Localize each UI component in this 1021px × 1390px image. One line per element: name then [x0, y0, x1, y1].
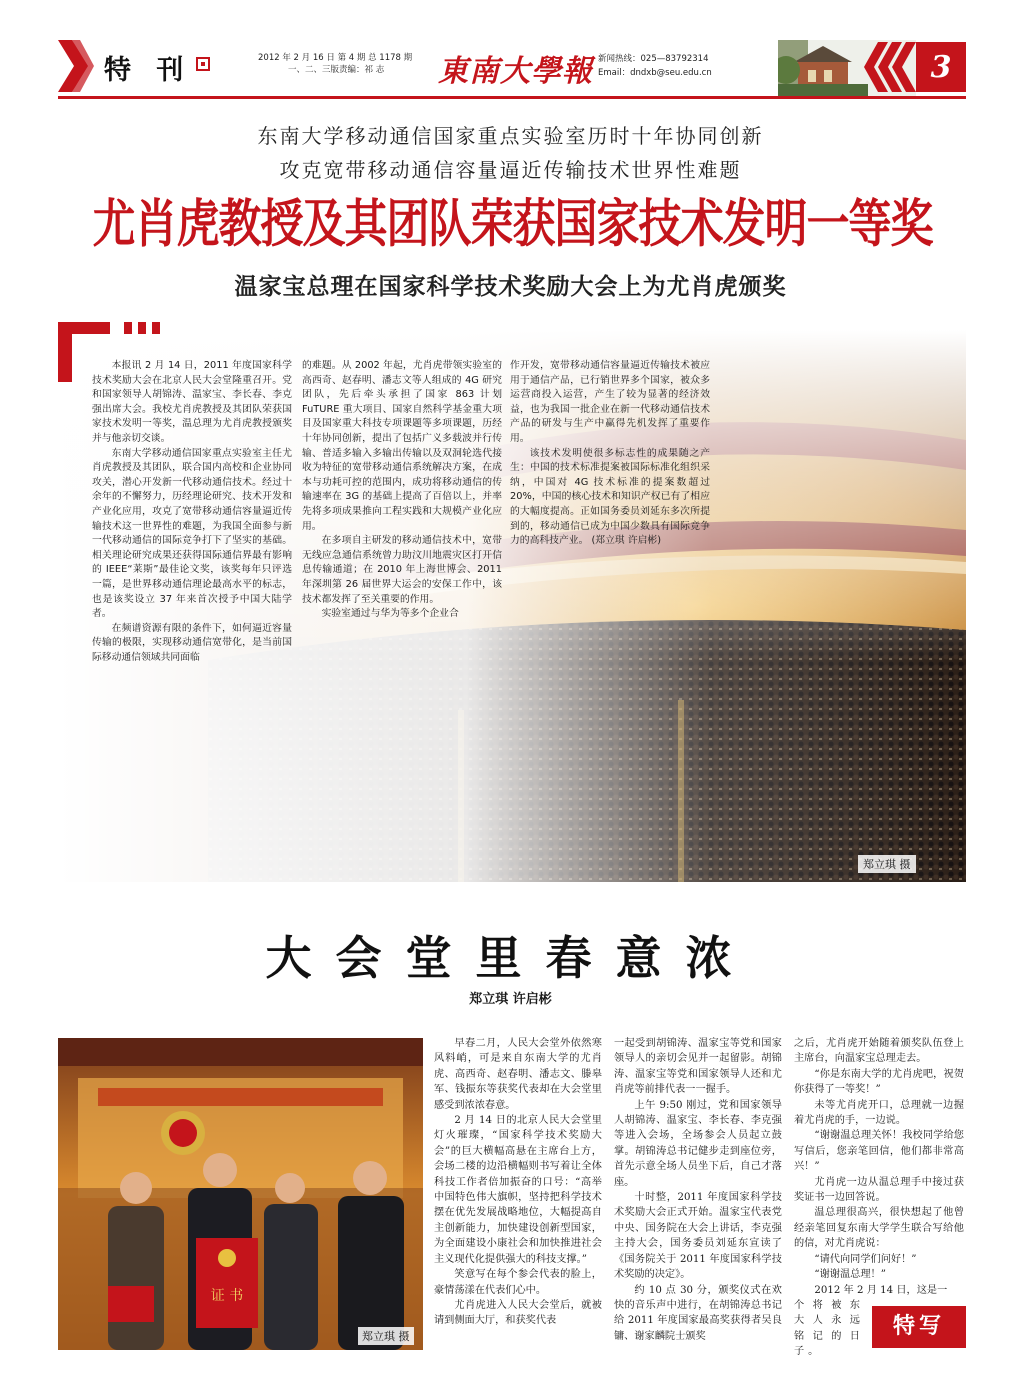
- photo-credit: 郑立琪 摄: [858, 855, 916, 873]
- lead-paragraph: 作开发，宽带移动通信容量逼近传输技术被应用于通信产品，已行销世界多个国家，被众多运营商投入运营，产生了较为显著的经济效益，也为我国一批企业在新一代移动通信技术产品的研发与生产中赢得先机发挥了重要作用。: [510, 360, 710, 444]
- feature-paragraph: 温总理很高兴，很快想起了他曾经亲笔回复东南大学学生联合写给他的信，对尤肖虎说：: [794, 1207, 964, 1250]
- feature-paragraph: 尤肖虎一边从温总理手中接过获奖证书一边回答说。: [794, 1176, 964, 1204]
- svg-text:证 书: 证 书: [210, 1288, 244, 1304]
- contact-email: Email：dndxb@seu.edu.cn: [598, 68, 712, 78]
- issue-line-2: 一、二、三版责编：祁 志: [288, 65, 385, 75]
- feature-paragraph: 一起受到胡锦涛、温家宝等党和国家领导人的亲切会见并一起留影。胡锦涛、温家宝等党和国家领导人还和尤肖虎等前排代表一一握手。: [614, 1038, 782, 1096]
- contact-info: [598, 52, 712, 80]
- lead-paragraph: 东南大学移动通信国家重点实验室主任尤肖虎教授及其团队，联合国内高校和企业协同攻关，潜心开发新一代移动通信技术。经过十余年的不懈努力，历经理论研究、技术开发和产业化应用，攻克了宽带移动通信容量逼近传输技术这一世界性的难题，为我国全面参与新一代移动通信的国际竞争打下了坚实的基础。相关理论研究成果还获得国际通信界最有影响的 IEEE“莱斯”最佳论文奖，该奖每年只评选一篇，是世界移动通信理论最高水平的标志，也是该奖设立 37 年来首次授予中国大陆学者。: [92, 447, 292, 620]
- feature-paragraph: “你是东南大学的尤肖虎吧，祝贺你获得了一等奖！”: [794, 1068, 964, 1096]
- lead-paragraph: 的难题。从 2002 年起，尤肖虎带领实验室的高西奇、赵春明、潘志文等人组成的 4G 研究团队，先后牵头承担了国家 863 计划 FuTURE 重大项目、国家自然科学基金重大项目及国家重大科技专项课题等多项课题，历经十年协同创新，提出了包括广义多载波并行传输、普适多输入多输出传输以及双洞轮选代接收为特征的宽带移动通信系统解决方案，在成本与功耗可控的范围内，成功将移动通信的传输速率在 3G 的基础上提高了百倍以上，并率先将多项成果推向工程实践和大规模产业化应用。: [302, 360, 502, 532]
- feature-paragraph: “谢谢温总理！”: [814, 1269, 886, 1281]
- feature-paragraph: 未等尤肖虎开口，总理就一边握着尤肖虎的手，一边说。: [794, 1099, 964, 1127]
- lead-column-3: [510, 359, 710, 549]
- lead-paragraph: 实验室通过与华为等多个企业合: [321, 608, 459, 620]
- subheadline: 温家宝总理在国家科学技术奖励大会上为尤肖虎颁奖: [234, 273, 787, 300]
- section-chevron-icon: [58, 40, 94, 92]
- lead-paragraph: 本报讯 2 月 14 日，2011 年度国家科学技术奖励大会在北京人民大会堂隆重召开。党和国家领导人胡锦涛、温家宝、李长春、李克强出席大会。我校尤肖虎教授及其团队荣获国家技术发明一等奖，温总理为尤肖虎教授颁奖并与他亲切交谈。: [92, 360, 292, 444]
- lead-paragraph: 在多项自主研发的移动通信技术中，宽带无线应急通信系统曾力助汶川地震灾区打开信息传输通道；在 2010 年上海世博会、2011 年深圳第 26 届世界大运会的安保工作中，该技术都发挥了至关重要的作用。: [302, 535, 502, 605]
- feature-paragraph: 之后，尤肖虎开始随着颁奖队伍登上主席台，向温家宝总理走去。: [794, 1038, 964, 1065]
- header-rule: [58, 96, 966, 99]
- lead-column-2: [302, 359, 502, 622]
- feature-column-2: [614, 1036, 782, 1344]
- section-label: 特 刊: [104, 55, 192, 86]
- kicker-line-2: 攻克宽带移动通信容量逼近传输技术世界性难题: [279, 158, 742, 182]
- feature-paragraph: 上午 9:50 刚过，党和国家领导人胡锦涛、温家宝、李长春、李克强等进入会场，全场参会人员起立鼓掌。胡锦涛总书记健步走到座位旁，首先示意全场人员坐下后，自己才落座。: [614, 1099, 782, 1188]
- lead-column-1: [92, 359, 292, 665]
- feature-paragraph: 2 月 14 日的北京人民大会堂里灯火璀璨，“国家科学技术奖励大会”的巨大横幅高悬在主席台上方，会场二楼的边沿横幅则书写着让全体科技工作者倍加振奋的口号：“高举中国特色伟大旗帜，坚持把科学技术摆在优先发展战略地位，大幅提高自主创新能力，加快建设创新型国家，为全面建设小康社会和加快推进社会主义现代化提供强大的科技支撑。”: [434, 1115, 602, 1265]
- page-chevron-icon: [860, 42, 920, 92]
- award-winners-photo: [58, 1038, 423, 1350]
- issue-info: [258, 52, 412, 76]
- main-headline: 尤肖虎教授及其团队荣获国家技术发明一等奖: [92, 194, 933, 255]
- lead-paragraph: 在频谱资源有限的条件下，如何逼近容量传输的极限，实现移动通信宽带化，是当前国际移动通信领域共同面临: [92, 622, 292, 663]
- masthead-logo: 東南大學報: [438, 54, 593, 89]
- news-hotline: 新闻热线：025—83792314: [598, 54, 709, 64]
- feature-paragraph: 笑意写在每个参会代表的脸上，豪情荡漾在代表们心中。: [434, 1269, 602, 1296]
- feature-paragraph: 2012 年 2 月 14 日，这是一: [814, 1284, 948, 1296]
- feature-paragraph: 早春二月，人民大会堂外依然寒风料峭，可是来自东南大学的尤肖虎、高西奇、赵春明、潘志文、滕皋军、钱振东等获奖代表却在大会堂里感受到浓浓春意。: [434, 1038, 602, 1111]
- feature-paragraph: 尤肖虎进入人民大会堂后，就被请到侧面大厅，和获奖代表: [434, 1299, 602, 1327]
- photo-credit: 郑立琪 摄: [358, 1327, 414, 1345]
- feature-paragraph-tail: 个将被东大人永远铭记的日子。: [794, 1299, 864, 1358]
- feature-tag: 特写: [872, 1306, 966, 1348]
- feature-paragraph: 十时整，2011 年度国家科学技术奖励大会正式开始。温家宝代表党中央、国务院在大会上讲话，李克强主持大会，国务委员刘延东宣读了《国务院关于 2011 年度国家科学技术奖励的决定》。: [614, 1192, 782, 1281]
- feature-paragraph: “谢谢温总理关怀！我校同学给您写信后，您亲笔回信，他们都非常高兴！”: [794, 1130, 964, 1173]
- feature-paragraph: “请代向同学们问好！”: [814, 1253, 917, 1265]
- lead-paragraph: 该技术发明使很多标志性的成果随之产生：中国的技术标准提案被国际标准化组织采纳，中国对 4G 技术标准的提案数超过 20%，中国的核心技术和知识产权已有了相应的大幅度提高。正如国务委员刘延东多次所提到的，移动通信已成为中国少数具有国际竞争力的高科技产业。 (郑立琪 许启彬): [510, 447, 710, 547]
- kicker-line-1: 东南大学移动通信国家重点实验室历时十年协同创新: [257, 124, 764, 148]
- section-square-icon: [196, 57, 210, 71]
- feature-title: 大会堂里春意浓: [265, 931, 756, 985]
- feature-column-1: [434, 1036, 602, 1329]
- issue-line-1: 2012 年 2 月 16 日 第 4 期 总 1178 期: [258, 53, 413, 63]
- page-number: 3: [916, 42, 966, 92]
- feature-byline: 郑立琪 许启彬: [469, 992, 552, 1007]
- feature-paragraph: 约 10 点 30 分，颁奖仪式在欢快的音乐声中进行，在胡锦涛总书记给 2011 年度国家最高奖获得者吴良镛、谢家麟院士颁奖: [614, 1284, 782, 1342]
